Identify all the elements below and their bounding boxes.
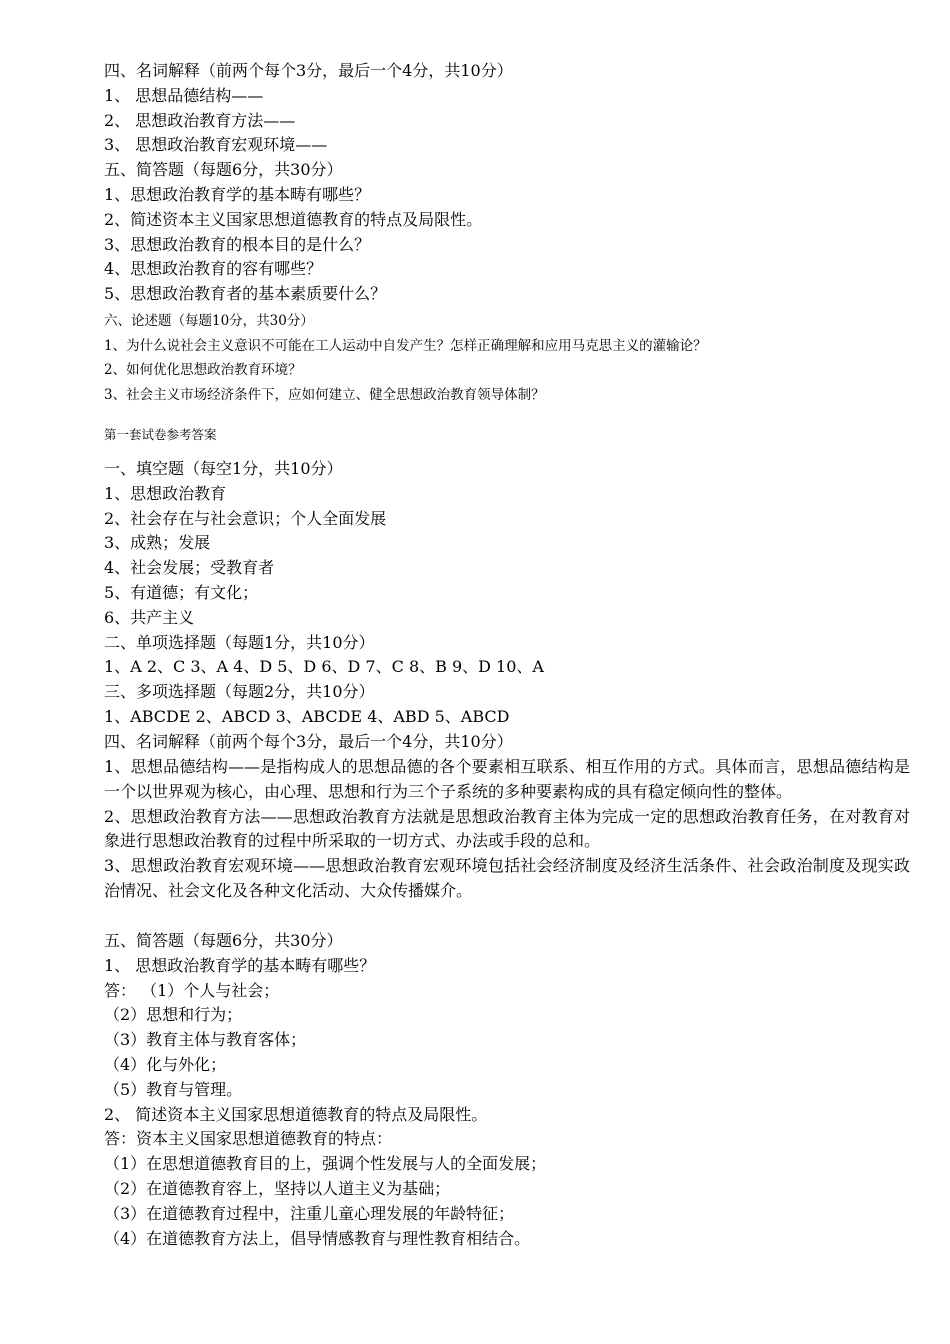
answer-line: 答： （1）个人与社会； (104, 980, 280, 1000)
answers-part-a (104, 457, 910, 755)
answer-line: （5）教育与管理。 (104, 1079, 243, 1099)
question-line: 2、如何优化思想政治教育环境？ (104, 362, 302, 378)
question-line: 3、社会主义市场经济条件下，应如何建立、健全思想政治教育领导体制？ (104, 386, 545, 403)
answer-line: （4）在道德教育方法上，倡导情感教育与理性教育相结合。 (104, 1228, 531, 1248)
answers-part-b (104, 929, 910, 1251)
answer-line: 5、有道德；有文化； (104, 582, 259, 602)
section-heading: 五、简答题（每题6分，共30分） (104, 931, 343, 950)
answer-line: 1、A 2、C 3、A 4、D 5、D 6、D 7、C 8、B 9、D 10、A (104, 657, 544, 677)
section-heading: 二、单项选择题（每题1分，共10分） (104, 632, 375, 652)
answer-line: （3）在道德教育过程中，注重儿童心理发展的年龄特征； (104, 1203, 515, 1223)
exam-questions (104, 59, 910, 307)
answer-line: 1、 思想政治教育学的基本畴有哪些？ (104, 955, 376, 975)
term-definition: 1、思想品德结构——是指构成人的思想品德的各个要素相互联系、相互作用的方式。具体而言，思想品德结构是一个以世界观为核心，由心理、思想和行为三个子系统的多种要素构成的具有稳定倾向性的整体。 (104, 757, 910, 801)
section-heading: 五、简答题（每题6分，共30分） (104, 160, 343, 180)
section-heading: 三、多项选择题（每题2分，共10分） (104, 682, 375, 702)
essay-questions (104, 309, 910, 407)
section-heading: 四、名词解释（前两个每个3分，最后一个4分，共10分） (104, 731, 513, 751)
answer-line: 4、社会发展；受教育者 (104, 558, 275, 578)
answer-line: 1、思想政治教育 (104, 483, 227, 503)
answer-line: （2）思想和行为； (104, 1005, 243, 1025)
answer-line: 6、共产主义 (104, 607, 195, 627)
section-heading: 六、论述题（每题10分，共30分） (104, 313, 314, 329)
answer-line: （3）教育主体与教育客体； (104, 1030, 307, 1050)
answers-title: 第一套试卷参考答案 (104, 427, 217, 442)
question-line: 1、 思想品德结构—— (104, 85, 264, 105)
question-line: 2、 思想政治教育方法—— (104, 110, 296, 130)
answer-line: 2、社会存在与社会意识；个人全面发展 (104, 508, 387, 528)
question-line: 2、简述资本主义国家思想道德教育的特点及局限性。 (104, 209, 483, 229)
question-line: 1、思想政治教育学的基本畴有哪些？ (104, 184, 371, 204)
question-line: 3、 思想政治教育宏观环境—— (104, 135, 328, 155)
answer-line: （2）在道德教育容上，坚持以人道主义为基础； (104, 1178, 451, 1198)
term-definitions (104, 755, 910, 904)
answer-line: （4）化与外化； (104, 1054, 227, 1074)
answer-line: （1）在思想道德教育目的上，强调个性发展与人的全面发展； (104, 1154, 547, 1174)
question-line: 4、思想政治教育的容有哪些？ (104, 259, 323, 279)
question-line: 1、为什么说社会主义意识不可能在工人运动中自发产生？怎样正确理解和应用马克思主义的灌输论？ (104, 337, 707, 354)
answer-line: 1、ABCDE 2、ABCD 3、ABCDE 4、ABD 5、ABCD (104, 706, 510, 726)
question-line: 3、思想政治教育的根本目的是什么？ (104, 234, 371, 254)
section-heading: 四、名词解释（前两个每个3分，最后一个4分，共10分） (104, 61, 513, 80)
question-line: 5、思想政治教育者的基本素质要什么？ (104, 284, 387, 304)
term-definition: 3、思想政治教育宏观环境——思想政治教育宏观环境包括社会经济制度及经济生活条件、社会政治制度及现实政治情况、社会文化及各种文化活动、大众传播媒介。 (104, 856, 910, 900)
answer-line: 答：资本主义国家思想道德教育的特点： (104, 1129, 393, 1149)
answer-line: 2、 简述资本主义国家思想道德教育的特点及局限性。 (104, 1104, 488, 1124)
term-definition: 2、思想政治教育方法——思想政治教育方法就是思想政治教育主体为完成一定的思想政治教育任务，在对教育对象进行思想政治教育的过程中所采取的一切方式、办法或手段的总和。 (104, 806, 910, 851)
answer-line: 3、成熟；发展 (104, 533, 211, 553)
section-heading: 一、填空题（每空1分，共10分） (104, 459, 343, 478)
